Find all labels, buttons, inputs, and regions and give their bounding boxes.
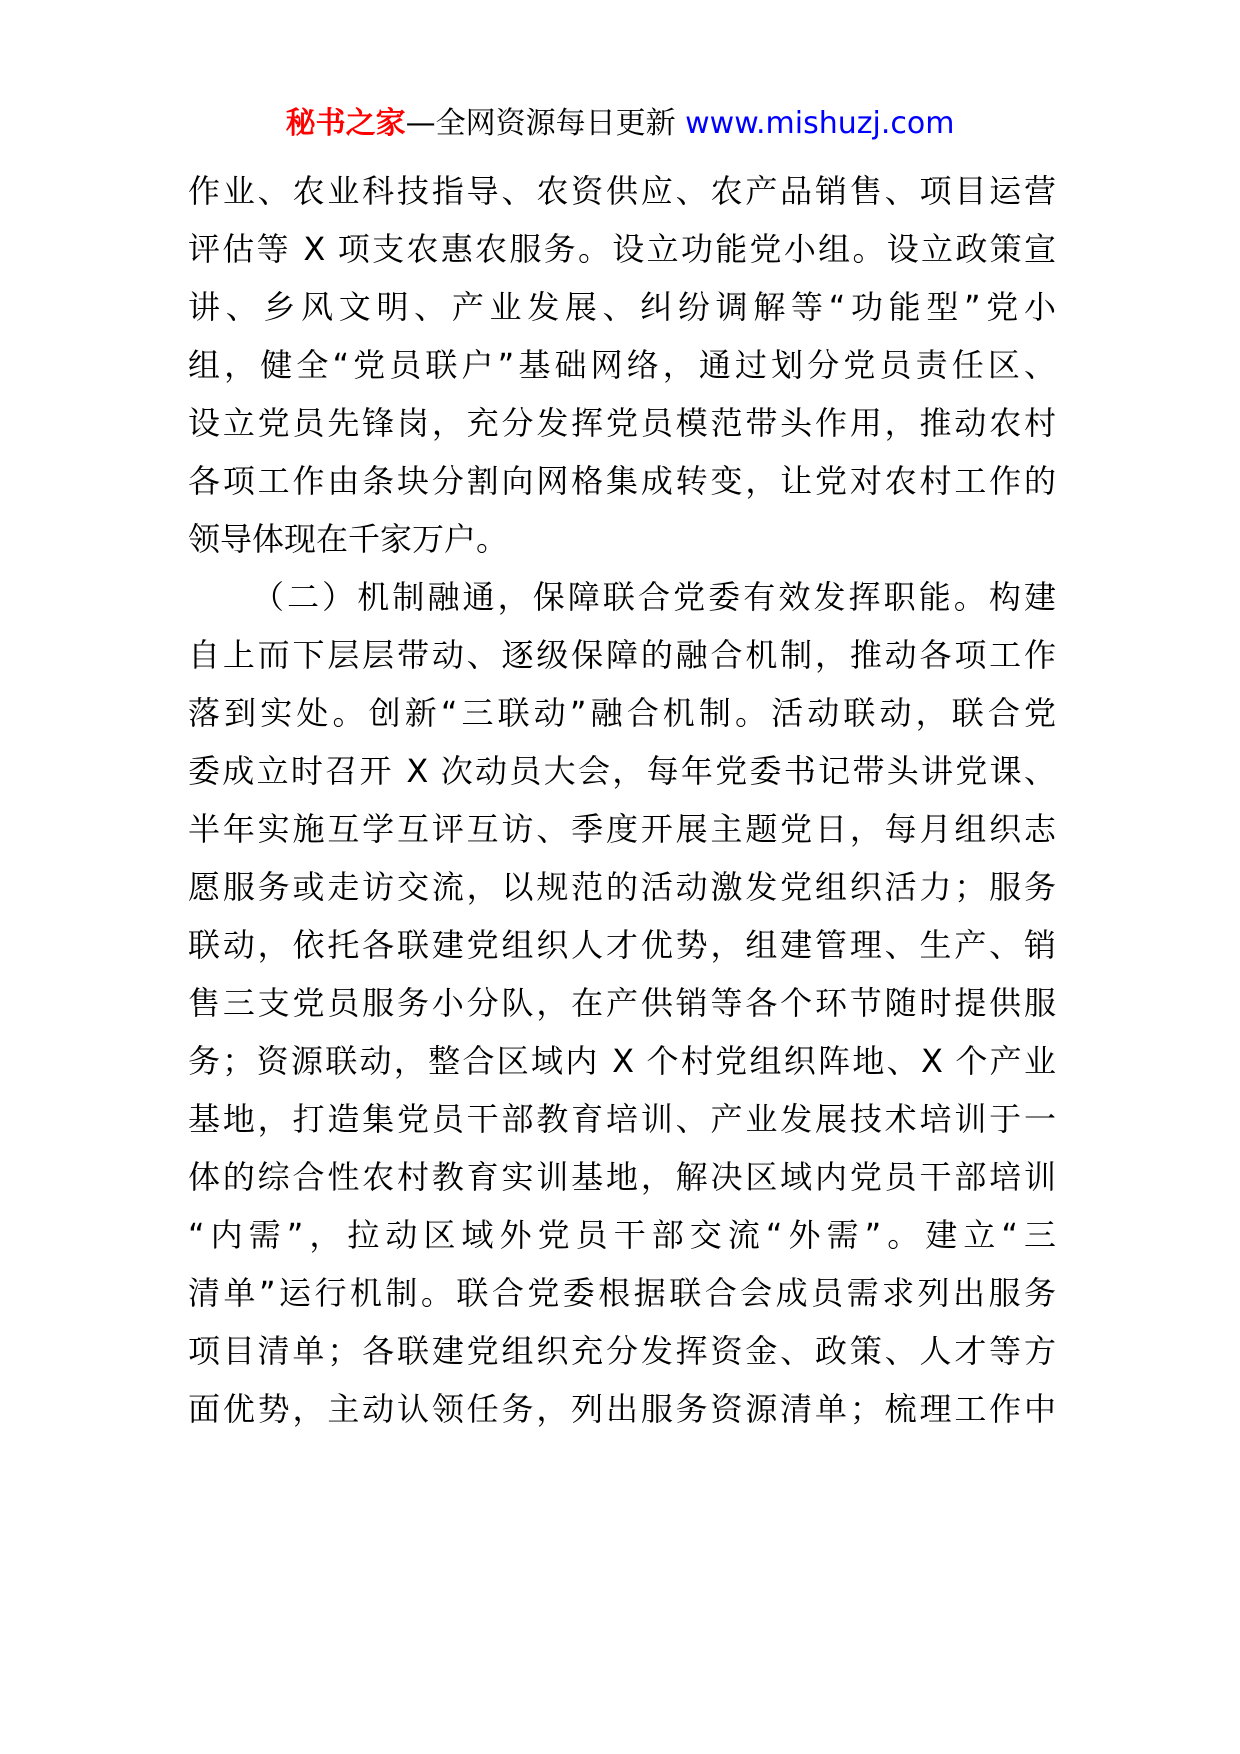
text-line: 务；资源联动，整合区域内 X 个村党组织阵地、X 个产业 — [188, 1042, 1056, 1080]
text-line: 落到实处。创新“三联动”融合机制。活动联动，联合党 — [188, 694, 1056, 732]
section-heading-line: （二）机制融通，保障联合党委有效发挥职能。构建 — [252, 578, 1056, 616]
text-line: 各项工作由条块分割向网格集成转变，让党对农村工作的 — [188, 462, 1056, 500]
text-line: 组，健全“党员联户”基础网络，通过划分党员责任区、 — [188, 346, 1056, 384]
brand-name: 秘书之家 — [285, 106, 406, 141]
text-line: 面优势，主动认领任务，列出服务资源清单；梳理工作中 — [188, 1390, 1056, 1428]
text-line: 愿服务或走访交流，以规范的活动激发党组织活力；服务 — [188, 868, 1056, 906]
text-line: 评估等 X 项支农惠农服务。设立功能党小组。设立政策宣 — [188, 230, 1056, 268]
text-line: 设立党员先锋岗，充分发挥党员模范带头作用，推动农村 — [188, 404, 1056, 442]
header-tagline: —全网资源每日更新 — [405, 106, 686, 141]
site-header — [0, 100, 1240, 148]
text-line: “内需”，拉动区域外党员干部交流“外需”。建立“三 — [188, 1216, 1056, 1254]
site-url-link[interactable]: www.mishuzj.com — [685, 106, 955, 141]
text-line: 讲、乡风文明、产业发展、纠纷调解等“功能型”党小 — [188, 288, 1056, 326]
text-line: 项目清单；各联建党组织充分发挥资金、政策、人才等方 — [188, 1332, 1056, 1370]
text-line: 自上而下层层带动、逐级保障的融合机制，推动各项工作 — [188, 636, 1056, 674]
text-line: 清单”运行机制。联合党委根据联合会成员需求列出服务 — [188, 1274, 1056, 1312]
text-line: 作业、农业科技指导、农资供应、农产品销售、项目运营 — [188, 172, 1056, 210]
text-line: 体的综合性农村教育实训基地，解决区域内党员干部培训 — [188, 1158, 1056, 1196]
text-line: 领导体现在千家万户。 — [188, 520, 509, 558]
text-line: 售三支党员服务小分队，在产供销等各个环节随时提供服 — [188, 984, 1056, 1022]
text-line: 基地，打造集党员干部教育培训、产业发展技术培训于一 — [188, 1100, 1056, 1138]
text-line: 委成立时召开 X 次动员大会，每年党委书记带头讲党课、 — [188, 752, 1056, 790]
text-line: 半年实施互学互评互访、季度开展主题党日，每月组织志 — [188, 810, 1056, 848]
text-line: 联动，依托各联建党组织人才优势，组建管理、生产、销 — [188, 926, 1056, 964]
